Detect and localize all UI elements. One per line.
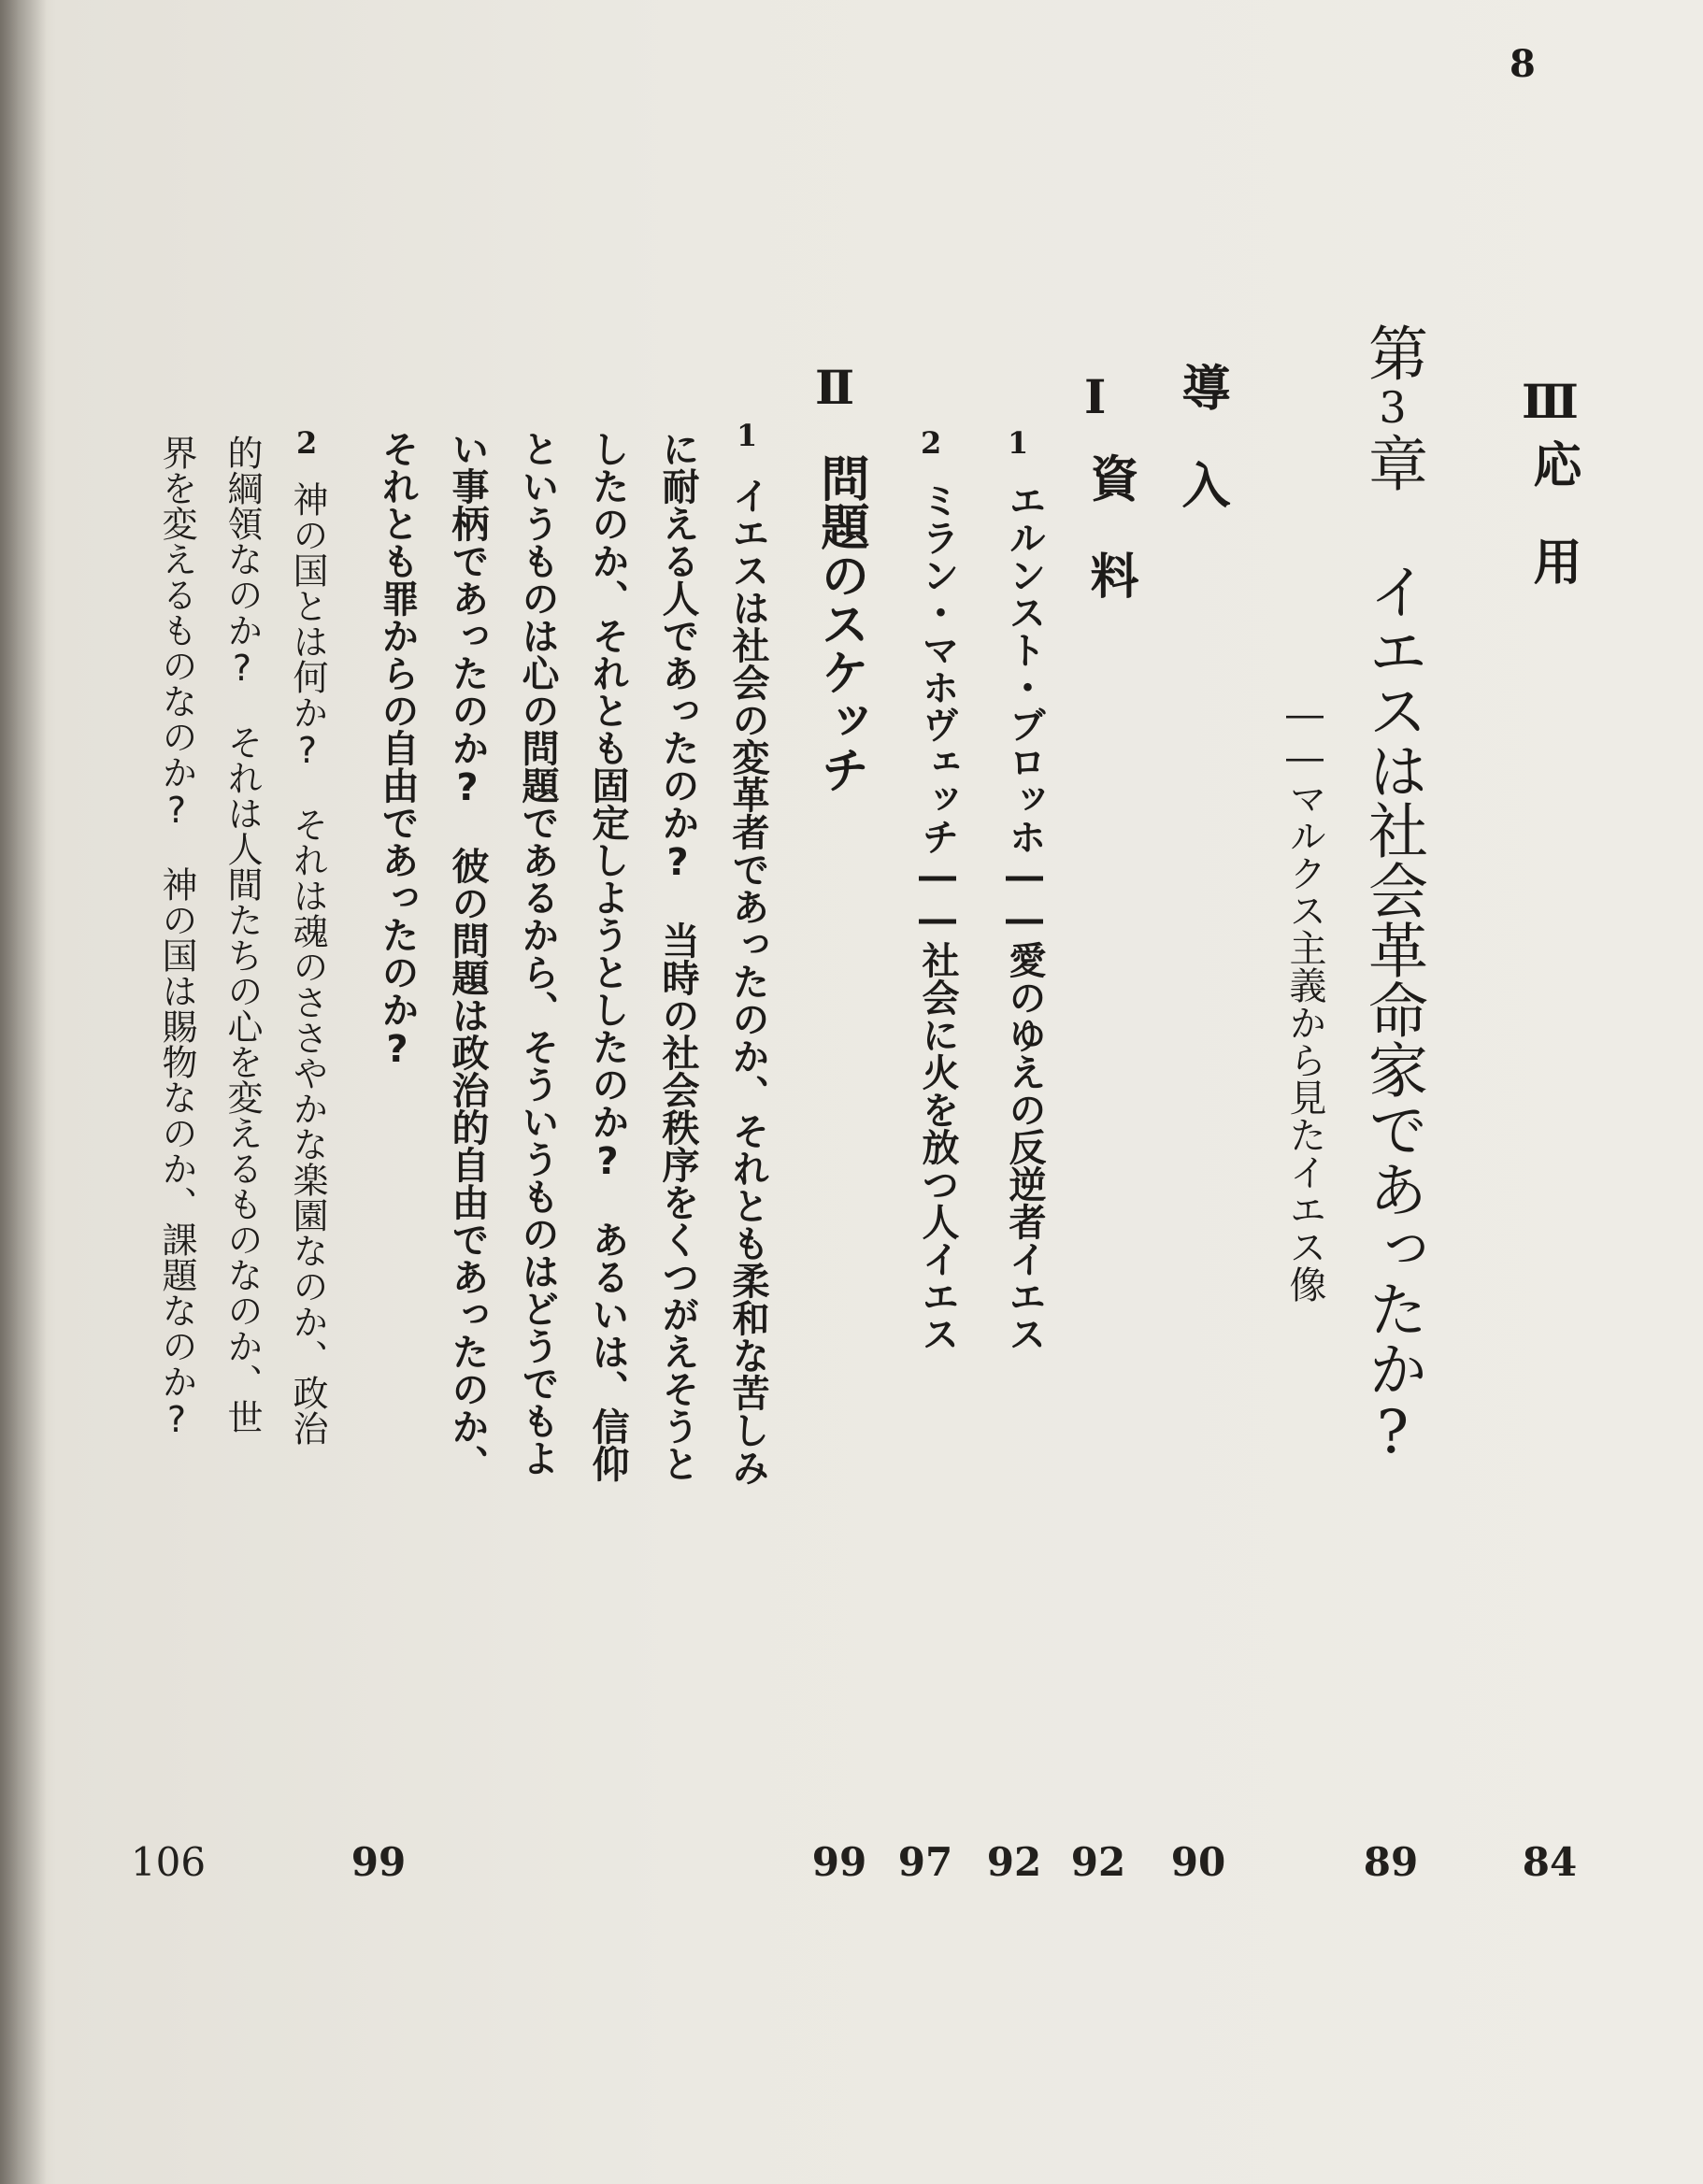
chapter-label-bottom: 章: [1358, 433, 1427, 492]
chapter-label-top: 第: [1358, 322, 1427, 382]
section2-numeral: Ⅱ: [815, 360, 855, 415]
item2-text: ミラン・マホヴェッチ――社会に火を放つ人イエス: [916, 481, 959, 1352]
page-ref-part: 84: [1522, 1839, 1578, 1885]
page-ref-item1: 92: [986, 1839, 1042, 1885]
gutter-shadow: [0, 0, 47, 2184]
item1-text: エルンスト・ブロッホ――愛のゆえの反逆者イエス: [1003, 481, 1046, 1352]
item1-number: 1: [1008, 425, 1029, 461]
page-ref-section1: 92: [1070, 1839, 1126, 1885]
page-ref-intro: 90: [1170, 1839, 1226, 1885]
section2-item1-line4: というものは心の問題であるから、そういうものはどうでもよ: [516, 430, 559, 1477]
section2-item2-line2: 的綱領なのか? それは人間たちの心を変えるものなのか、世: [222, 435, 263, 1435]
page-ref-chapter: 89: [1363, 1839, 1419, 1885]
chapter-title: イエスは社会革命家であったか?: [1358, 561, 1427, 1467]
section2-item2-line3: 界を変えるものなのか? 神の国は賜物なのか、課題なのか?: [156, 435, 197, 1440]
chapter-subtitle: ――マルクス主義から見たイエス像: [1283, 693, 1326, 1303]
page-number: 8: [1510, 42, 1536, 86]
section2-item2-line1: 神の国とは何か? それは魂のささやかな楽園なのか、政治: [287, 481, 328, 1446]
section1-numeral: Ⅰ: [1084, 369, 1107, 424]
section2-title: 問題のスケッチ: [812, 453, 868, 793]
page-ref-item2: 97: [897, 1839, 953, 1885]
section2-item1-number: 1: [737, 418, 758, 453]
page-ref-section2-item2: 106: [130, 1839, 207, 1885]
section1-title: 資 料: [1081, 453, 1138, 599]
chapter-label: [1350, 322, 1436, 492]
section2-item1-line5: い事柄であったのか? 彼の問題は政治的自由であったのか、: [446, 430, 489, 1482]
section2-item2-number: 2: [296, 425, 318, 461]
chapter-label-num: 3: [1367, 382, 1418, 433]
page-ref-section2-item1: 99: [351, 1839, 407, 1885]
section2-item1-line6: それとも罪からの自由であったのか?: [376, 430, 419, 1071]
intro-title: 導 入: [1173, 363, 1229, 508]
part-numeral: Ⅲ: [1522, 374, 1579, 429]
section2-item1-line3: したのか、それとも固定しようとしたのか? あるいは、信仰: [586, 430, 629, 1482]
section2-item1-line1: イエスは社会の変革者であったのか、それとも柔和な苦しみ: [726, 477, 769, 1486]
page-ref-section2: 99: [811, 1839, 867, 1885]
part-title: 応 用: [1524, 439, 1581, 585]
section2-item1-line2: に耐える人であったのか? 当時の社会秩序をくつがえそうと: [656, 430, 699, 1482]
item2-number: 2: [921, 425, 942, 461]
